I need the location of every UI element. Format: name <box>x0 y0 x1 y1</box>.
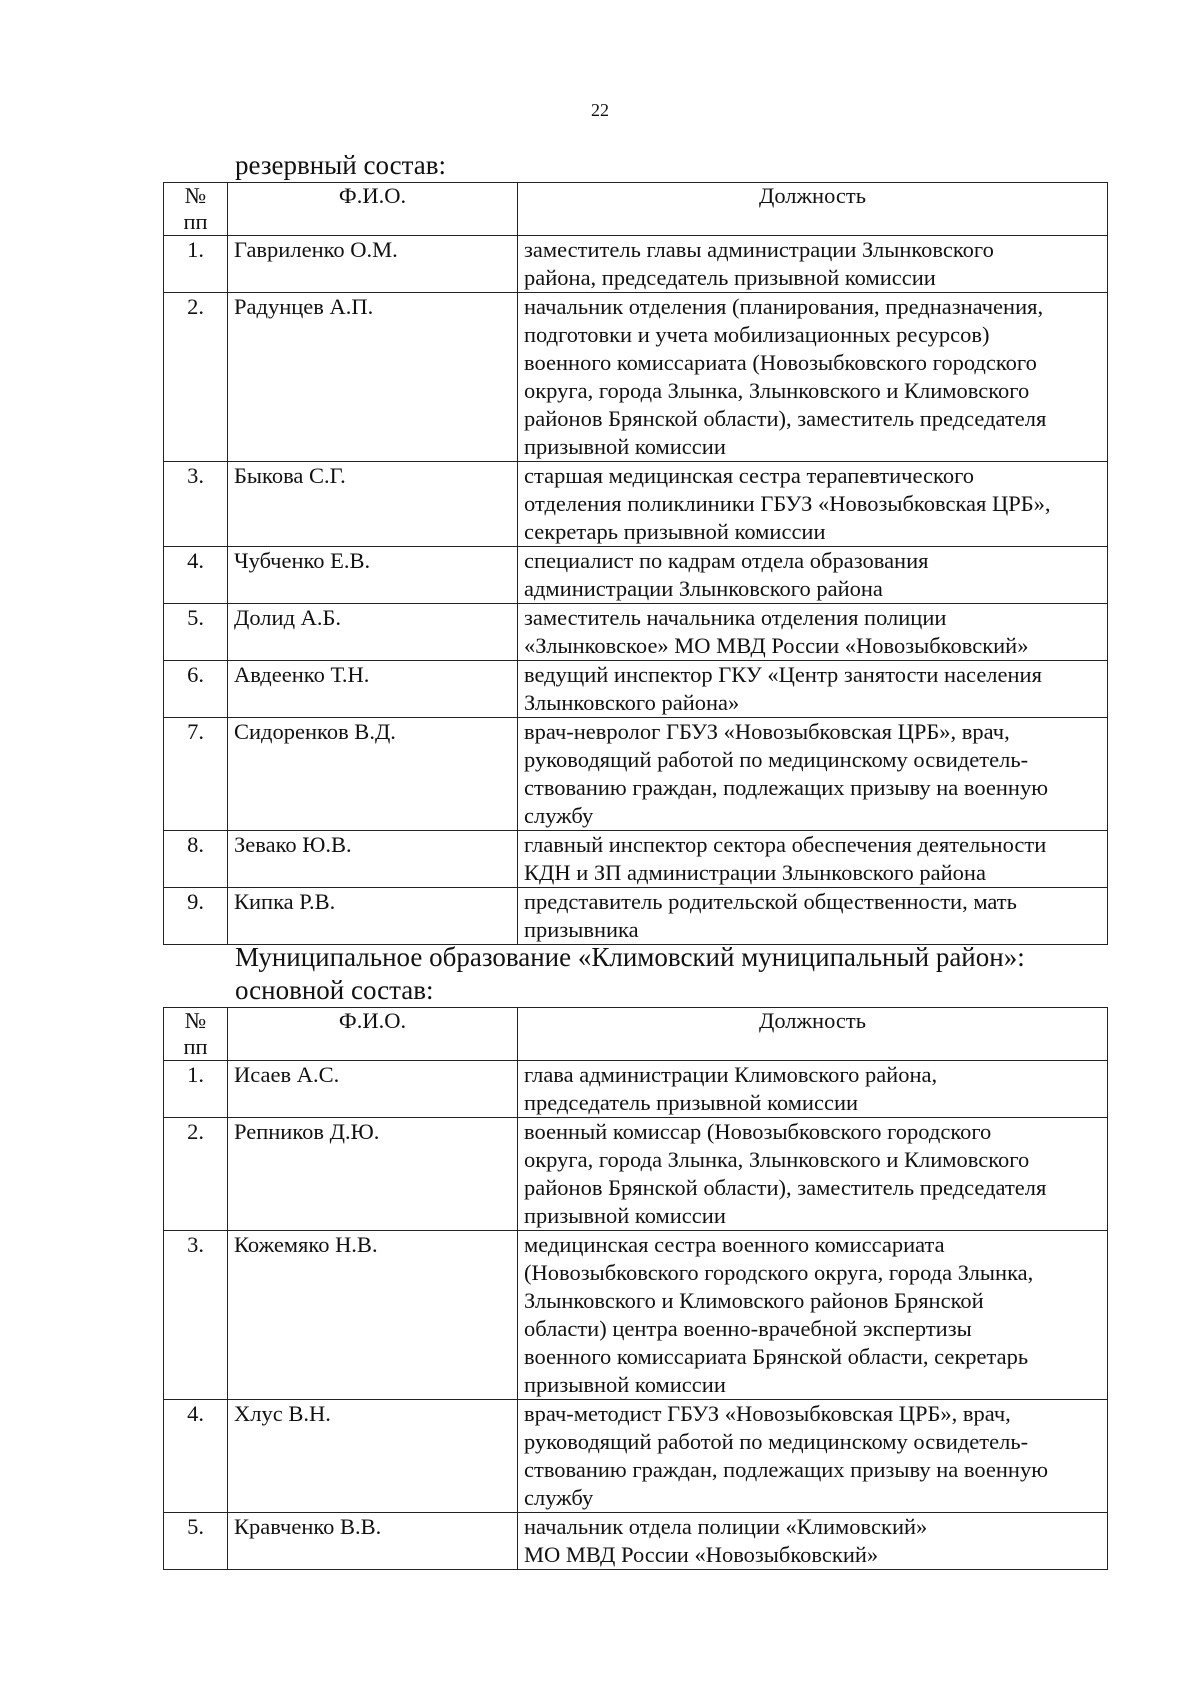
row-number: 8. <box>164 831 228 888</box>
header-name: Ф.И.О. <box>228 1008 518 1061</box>
position-line: старшая медицинская сестра терапевтического <box>524 463 974 488</box>
position-line: «Злынковское» МО МВД России «Новозыбковский» <box>524 633 1029 658</box>
row-position <box>518 462 1108 547</box>
position-line: глава администрации Климовского района, <box>524 1062 938 1087</box>
row-name: Кипка Р.В. <box>228 888 518 945</box>
position-line: призывной комиссии <box>524 434 726 459</box>
position-line: специалист по кадрам отдела образования <box>524 548 929 573</box>
table-row <box>164 1231 1108 1400</box>
position-line: района, председатель призывной комиссии <box>524 265 936 290</box>
row-number: 9. <box>164 888 228 945</box>
position-line: округа, города Злынка, Злынковского и Климовского <box>524 378 1030 403</box>
row-position <box>518 831 1108 888</box>
header-position: Должность <box>518 1008 1108 1061</box>
position-line: отделения поликлиники ГБУЗ «Новозыбковская ЦРБ», <box>524 491 1051 516</box>
position-line: ствованию граждан, подлежащих призыву на военную <box>524 775 1049 800</box>
row-number: 2. <box>164 293 228 462</box>
row-position <box>518 236 1108 293</box>
position-line: медицинская сестра военного комиссариата <box>524 1232 945 1257</box>
header-position: Должность <box>518 183 1108 236</box>
table-row <box>164 661 1108 718</box>
position-line: (Новозыбковского городского округа, города Злынка, <box>524 1260 1034 1285</box>
position-line: врач-методист ГБУЗ «Новозыбковская ЦРБ», врач, <box>524 1401 1011 1426</box>
row-name: Репников Д.Ю. <box>228 1118 518 1231</box>
header-number: № пп <box>164 1008 228 1061</box>
row-position <box>518 1118 1108 1231</box>
row-position <box>518 547 1108 604</box>
position-line: службу <box>524 803 594 828</box>
position-line: районов Брянской области), заместитель председателя <box>524 406 1047 431</box>
position-line: ведущий инспектор ГКУ «Центр занятости населения <box>524 662 1042 687</box>
position-line: военного комиссариата (Новозыбковского городского <box>524 350 1037 375</box>
table-row <box>164 236 1108 293</box>
position-line: Злынковского и Климовского районов Брянской <box>524 1288 984 1313</box>
row-name: Радунцев А.П. <box>228 293 518 462</box>
row-position <box>518 1231 1108 1400</box>
position-line: округа, города Злынка, Злынковского и Климовского <box>524 1147 1030 1172</box>
row-position <box>518 1513 1108 1570</box>
position-line: начальник отделения (планирования, предназначения, <box>524 294 1044 319</box>
table-header-row <box>164 183 1108 236</box>
position-line: начальник отдела полиции «Климовский» <box>524 1514 928 1539</box>
page-number: 22 <box>591 100 609 120</box>
position-line: главный инспектор сектора обеспечения деятельности <box>524 832 1047 857</box>
row-name: Быкова С.Г. <box>228 462 518 547</box>
position-line: председатель призывной комиссии <box>524 1090 859 1115</box>
row-name: Исаев А.С. <box>228 1061 518 1118</box>
position-line: военного комиссариата Брянской области, секретарь <box>524 1344 1029 1369</box>
row-number: 2. <box>164 1118 228 1231</box>
row-name: Сидоренков В.Д. <box>228 718 518 831</box>
position-line: заместитель начальника отделения полиции <box>524 605 947 630</box>
row-position <box>518 661 1108 718</box>
position-line: врач-невролог ГБУЗ «Новозыбковская ЦРБ», врач, <box>524 719 1010 744</box>
main-roster-table <box>163 1007 1108 1570</box>
position-line: службу <box>524 1485 594 1510</box>
position-line: заместитель главы администрации Злынковского <box>524 237 994 262</box>
position-line: МО МВД России «Новозыбковский» <box>524 1542 879 1567</box>
position-line: ствованию граждан, подлежащих призыву на военную <box>524 1457 1049 1482</box>
row-number: 1. <box>164 1061 228 1118</box>
section2-caption: основной состав: <box>235 975 434 1005</box>
table-row <box>164 293 1108 462</box>
position-line: представитель родительской общественности, мать <box>524 889 1017 914</box>
row-number: 5. <box>164 604 228 661</box>
row-name: Кожемяко Н.В. <box>228 1231 518 1400</box>
row-number: 7. <box>164 718 228 831</box>
row-number: 4. <box>164 1400 228 1513</box>
position-line: призывной комиссии <box>524 1372 726 1397</box>
table-header-row <box>164 1008 1108 1061</box>
row-number: 3. <box>164 1231 228 1400</box>
position-line: Злынковского района» <box>524 690 740 715</box>
row-position <box>518 1400 1108 1513</box>
header-name: Ф.И.О. <box>228 183 518 236</box>
position-line: администрации Злынковского района <box>524 576 883 601</box>
position-line: руководящий работой по медицинскому освидетель- <box>524 1429 1029 1454</box>
table-row <box>164 1513 1108 1570</box>
reserve-roster-table <box>163 182 1108 945</box>
row-name: Кравченко В.В. <box>228 1513 518 1570</box>
row-position <box>518 604 1108 661</box>
table-row <box>164 888 1108 945</box>
row-name: Авдеенко Т.Н. <box>228 661 518 718</box>
row-number: 6. <box>164 661 228 718</box>
row-number: 1. <box>164 236 228 293</box>
row-name: Чубченко Е.В. <box>228 547 518 604</box>
position-line: подготовки и учета мобилизационных ресурсов) <box>524 322 990 347</box>
table-row <box>164 1061 1108 1118</box>
table-row <box>164 547 1108 604</box>
position-line: районов Брянской области), заместитель председателя <box>524 1175 1047 1200</box>
row-position <box>518 293 1108 462</box>
row-number: 3. <box>164 462 228 547</box>
row-position <box>518 1061 1108 1118</box>
table-row <box>164 604 1108 661</box>
table-row <box>164 718 1108 831</box>
position-line: области) центра военно-врачебной экспертизы <box>524 1316 972 1341</box>
row-name: Гавриленко О.М. <box>228 236 518 293</box>
row-number: 4. <box>164 547 228 604</box>
position-line: КДН и ЗП администрации Злынковского района <box>524 860 986 885</box>
row-name: Хлус В.Н. <box>228 1400 518 1513</box>
position-line: секретарь призывной комиссии <box>524 519 826 544</box>
position-line: призывной комиссии <box>524 1203 726 1228</box>
table-row <box>164 1118 1108 1231</box>
section2-title: Муниципальное образование «Климовский муниципальный район»: <box>235 942 1025 972</box>
section1-caption: резервный состав: <box>235 150 447 180</box>
row-number: 5. <box>164 1513 228 1570</box>
row-name: Зевако Ю.В. <box>228 831 518 888</box>
table-row <box>164 831 1108 888</box>
row-position <box>518 718 1108 831</box>
row-name: Долид А.Б. <box>228 604 518 661</box>
table-row <box>164 462 1108 547</box>
header-number: № пп <box>164 183 228 236</box>
position-line: призывника <box>524 917 639 942</box>
position-line: руководящий работой по медицинскому освидетель- <box>524 747 1029 772</box>
table-row <box>164 1400 1108 1513</box>
position-line: военный комиссар (Новозыбковского городского <box>524 1119 992 1144</box>
row-position <box>518 888 1108 945</box>
